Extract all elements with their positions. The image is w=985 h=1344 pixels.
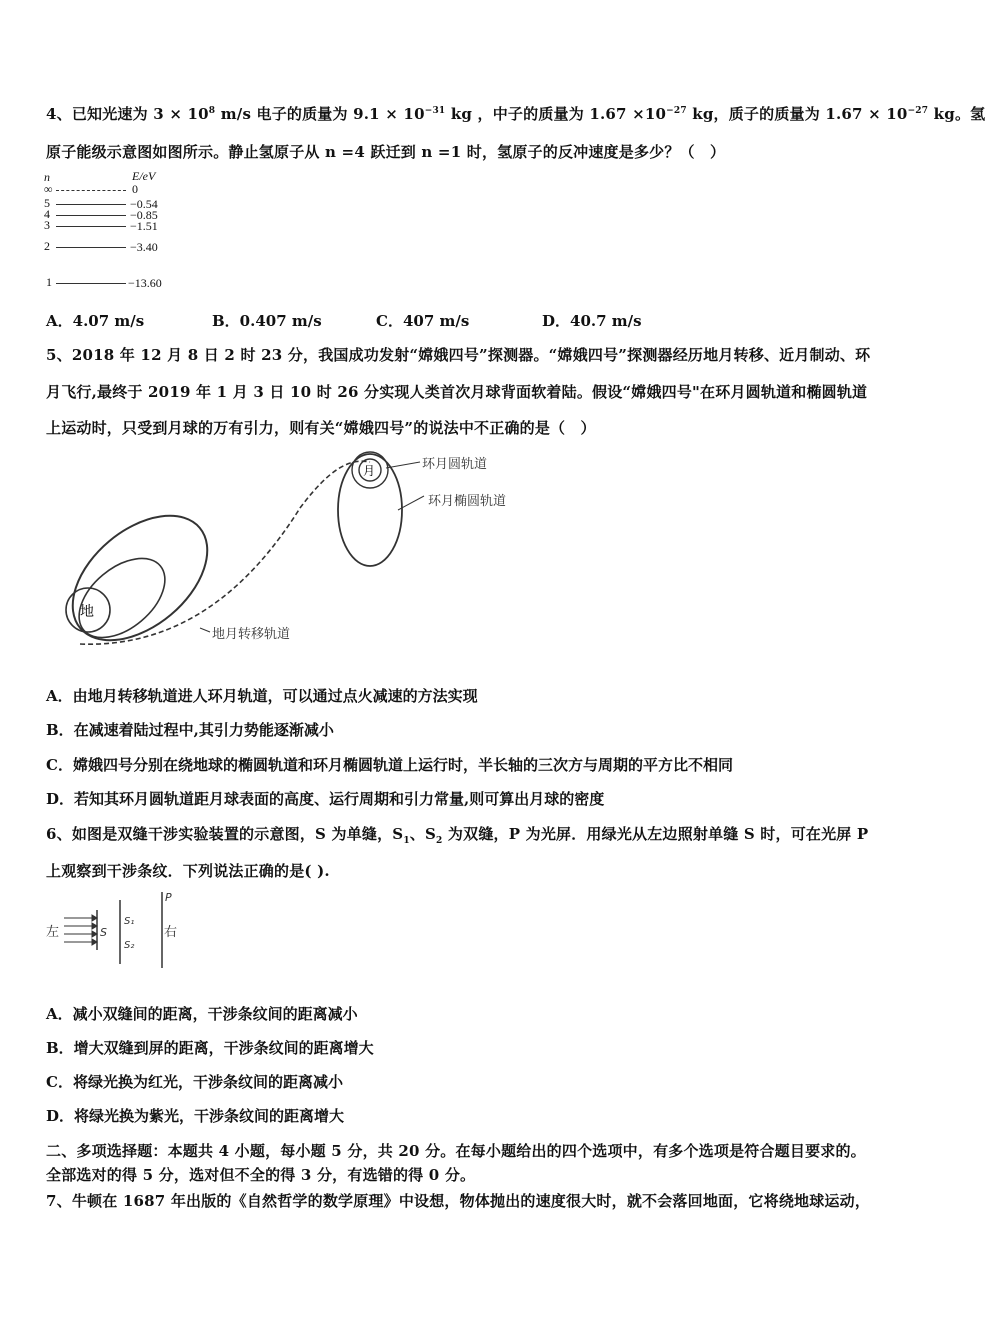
q4-option-a[interactable]: A．4.07 m/s: [46, 312, 145, 330]
left-label: 左: [46, 925, 60, 940]
slit-s1-label: S₁: [124, 916, 135, 927]
q5-option-d[interactable]: D．若知其环月圆轨道距月球表面的高度、运行周期和引力常量,则可算出月球的密度: [46, 790, 605, 808]
q6-option-a[interactable]: A．减小双缝间的距离，干涉条纹间的距离减小: [46, 1005, 358, 1023]
level-n-inf: ∞: [44, 182, 53, 196]
q5-stem-line1: 5、2018 年 12 月 8 日 2 时 23 分，我国成功发射“嫦娥四号”探测器。“嫦娥四号”探测器经历地月转移、近月制动、环: [46, 346, 871, 364]
earth-inner-ellipse: [64, 543, 179, 653]
q5-stem-line2: 月飞行,最终于 2019 年 1 月 3 日 10 时 26 分实现人类首次月球背面软着陆。假设“嫦娥四号"在环月圆轨道和椭圆轨道: [46, 383, 868, 401]
slit-s-label: S: [100, 926, 107, 939]
circle-orbit-label: 环月圆轨道: [422, 457, 488, 472]
level-line-3: [56, 226, 126, 227]
screen-p-label: P: [165, 891, 172, 904]
earth-label: 地: [80, 604, 94, 620]
q6-stem-line2: 上观察到干涉条纹．下列说法正确的是( ).: [46, 862, 330, 880]
energy-axis-label: E/eV: [132, 169, 156, 183]
moon-label: 月: [363, 464, 376, 478]
level-line-5: [56, 204, 126, 205]
section2-heading-line1: 二、多项选择题：本题共 4 小题，每小题 5 分，共 20 分。在每小题给出的四个选项中，有多个选项是符合题目要求的。: [46, 1142, 866, 1160]
level-n-3: 3: [44, 218, 50, 232]
level-n-4: 4: [44, 207, 50, 221]
q4-stem-line1: 4、已知光速为 $3 \times 10^8$ m/s 电子的质量为 $9.1 \times 10^{-31}$ kg ，中子的质量为 $1.67 \times 10^{-27}$ kg，质子的质量为 $1.67 \times 10^{-27}$ kg。氢: [46, 105, 985, 123]
q5-option-c[interactable]: C．嫦娥四号分别在绕地球的椭圆轨道和环月椭圆轨道上运行时，半长轴的三次方与周期的平方比不相同: [46, 756, 733, 774]
transfer-orbit-label: 地月转移轨道: [212, 627, 291, 642]
level-e-inf: 0: [132, 182, 138, 196]
level-e-4: −0.85: [130, 208, 158, 222]
level-n-5: 5: [44, 196, 50, 210]
level-n-1: 1: [46, 275, 52, 289]
level-n-2: 2: [44, 239, 50, 253]
q4-option-b[interactable]: B．0.407 m/s: [212, 312, 322, 330]
level-line-4: [56, 215, 126, 216]
q6-option-d[interactable]: D．将绿光换为紫光，干涉条纹间的距离增大: [46, 1107, 345, 1125]
ellipse-orbit-label: 环月椭圆轨道: [428, 494, 507, 509]
orbit-diagram: [40, 448, 540, 658]
level-line-2: [56, 247, 126, 248]
q6-option-c[interactable]: C．将绿光换为红光，干涉条纹间的距离减小: [46, 1073, 343, 1091]
level-e-1: −13.60: [128, 276, 162, 290]
q5-stem-line3: 上运动时，只受到月球的万有引力，则有关“嫦娥四号”的说法中不正确的是（ ）: [46, 419, 596, 437]
q5-option-a[interactable]: A．由地月转移轨道进人环月轨道，可以通过点火减速的方法实现: [46, 687, 478, 705]
q5-option-b[interactable]: B．在减速着陆过程中,其引力势能逐渐减小: [46, 721, 334, 739]
section2-heading-line2: 全部选对的得 5 分，选对但不全的得 3 分，有选错的得 0 分。: [46, 1166, 476, 1184]
level-line-1: [56, 283, 126, 284]
right-label: 右: [164, 925, 178, 940]
slit-s2-label: S₂: [124, 940, 135, 951]
level-e-2: −3.40: [130, 240, 158, 254]
q7-stem-line1: 7、牛顿在 1687 年出版的《自然哲学的数学原理》中设想，物体抛出的速度很大时，就不会落回地面，它将绕地球运动，: [46, 1192, 871, 1210]
transfer-orbit: [80, 461, 370, 644]
energy-level-diagram: [40, 168, 190, 294]
level-line-inf: [56, 190, 126, 191]
q6-stem-line1: 6、如图是双缝干涉实验装置的示意图，S 为单缝，$S_1$、$S_2$ 为双缝，P 为光屏．用绿光从左边照射单缝 S 时，可在光屏 P: [46, 825, 869, 846]
q6-option-b[interactable]: B．增大双缝到屏的距离，干涉条纹间的距离增大: [46, 1039, 374, 1057]
double-slit-diagram: [40, 888, 190, 972]
level-e-5: −0.54: [130, 197, 158, 211]
level-e-3: −1.51: [130, 219, 158, 233]
n-axis-label: n: [44, 170, 50, 184]
q4-option-c[interactable]: C．407 m/s: [376, 312, 470, 330]
q4-option-d[interactable]: D．40.7 m/s: [542, 312, 642, 330]
q4-stem-line2: 原子能级示意图如图所示。静止氢原子从 n =4 跃迁到 n =1 时，氢原子的反冲速度是多少？（ ）: [46, 143, 726, 161]
